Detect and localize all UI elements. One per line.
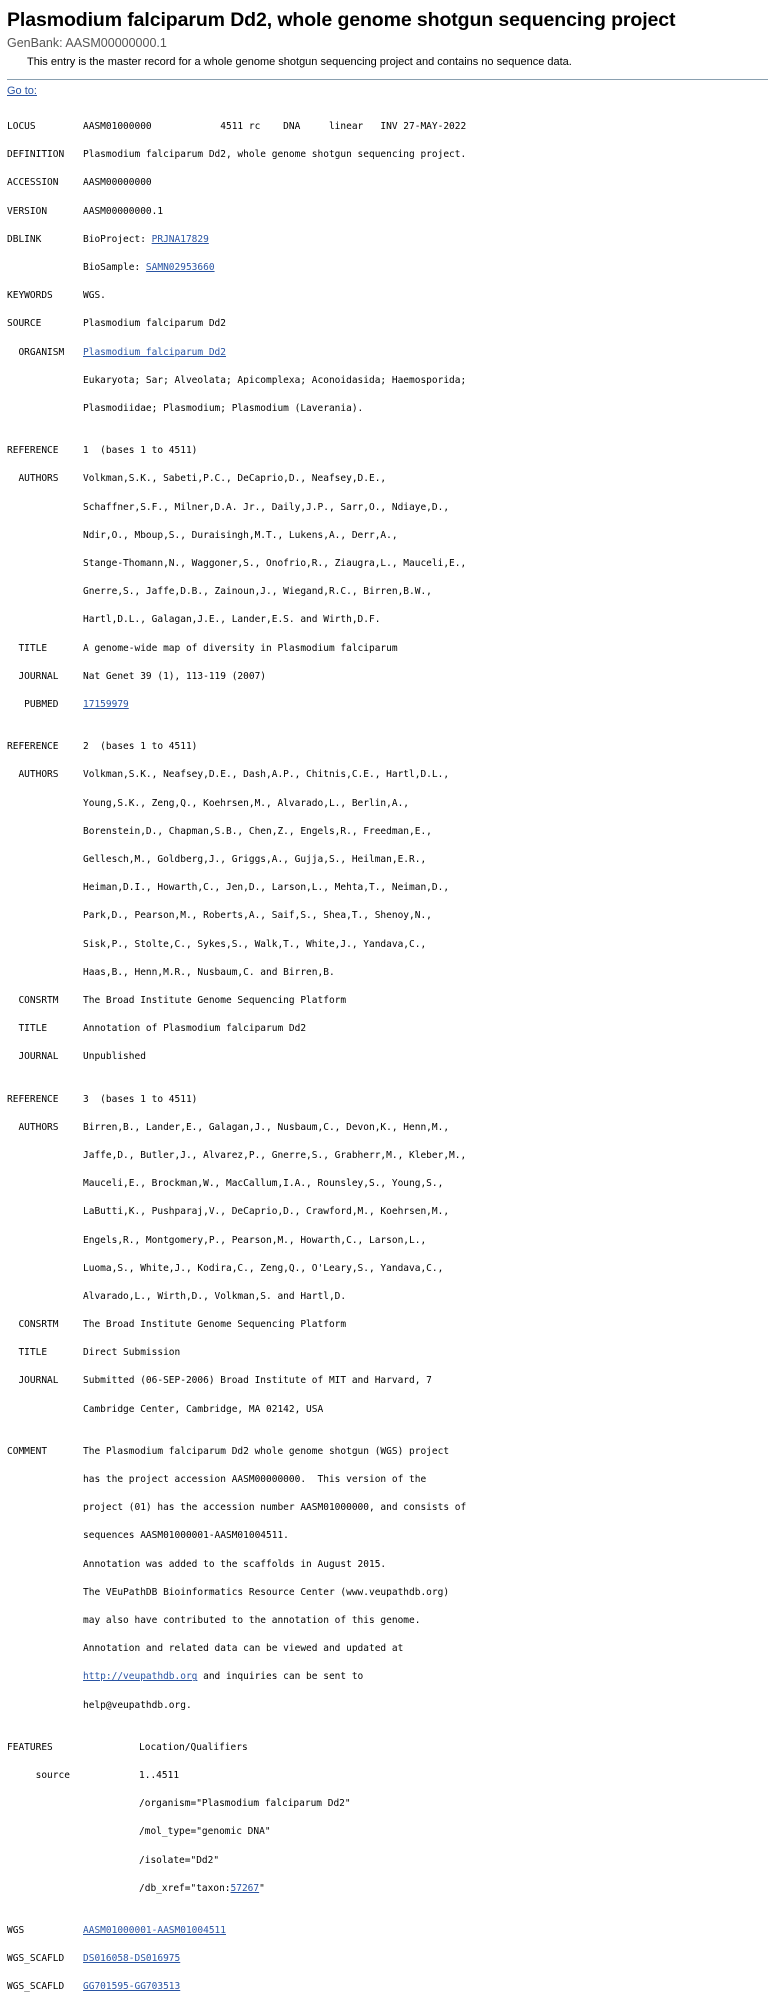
journal-row [7, 1050, 768, 1064]
biosample-link[interactable]: SAMN02953660 [145, 262, 215, 274]
field-key: CONSRTM [7, 994, 59, 1006]
consrtm-row [7, 994, 768, 1008]
field-key: ORGANISM [7, 346, 65, 358]
journal-value: Submitted (06-SEP-2006) Broad Institute of MIT and Harvard, 7 [83, 1375, 432, 1387]
version-row [7, 205, 768, 219]
authors-row [7, 797, 768, 811]
title-value: Direct Submission [83, 1347, 181, 1359]
feature-location: 1..4511 [139, 1770, 180, 1782]
features-header: Location/Qualifiers [139, 1741, 248, 1753]
authors-row [7, 585, 768, 599]
version-value: AASM00000000.1 [83, 205, 164, 217]
authors-line: Young,S.K., Zeng,Q., Koehrsen,M., Alvarado,L., Berlin,A., [83, 797, 410, 809]
comment-row [7, 1558, 768, 1572]
field-key: KEYWORDS [7, 290, 53, 302]
page-title: Plasmodium falciparum Dd2, whole genome shotgun sequencing project [7, 9, 676, 31]
comment-line: Annotation was added to the scaffolds in August 2015. [83, 1558, 387, 1570]
comment-line: help@veupathdb.org. [83, 1699, 192, 1711]
authors-line: Stange-Thomann,N., Waggoner,S., Onofrio,R., Ziaugra,L., Mauceli,E., [83, 558, 467, 569]
lineage-text: Plasmodiidae; Plasmodium; Plasmodium (Laverania). [83, 402, 364, 414]
authors-row [7, 613, 768, 627]
qualifier: " [259, 1882, 265, 1894]
authors-row [7, 1149, 768, 1163]
accession-value: AASM00000000 [83, 177, 152, 189]
taxon-link[interactable]: 57267 [230, 1882, 260, 1894]
authors-row [7, 472, 768, 486]
goto-link[interactable]: Go to: [7, 85, 37, 97]
title-row [7, 642, 768, 656]
authors-row [7, 1205, 768, 1219]
authors-line: Volkman,S.K., Neafsey,D.E., Dash,A.P., Chitnis,C.E., Hartl,D.L., [83, 769, 450, 781]
goto-bar [7, 84, 768, 98]
qualifier: /organism="Plasmodium falciparum Dd2" [139, 1798, 351, 1810]
field-key: CONSRTM [7, 1319, 59, 1331]
field-key: PUBMED [7, 698, 59, 710]
pubmed-row [7, 698, 768, 712]
authors-row [7, 1262, 768, 1276]
consrtm-value: The Broad Institute Genome Sequencing Platform [83, 1319, 347, 1331]
lineage-row [7, 402, 768, 416]
reference-row [7, 444, 768, 458]
pubmed-link[interactable]: 17159979 [83, 698, 129, 710]
source-value: Plasmodium falciparum Dd2 [83, 318, 226, 330]
reference-row [7, 1093, 768, 1107]
comment-row [7, 1642, 768, 1656]
comment-row [7, 1586, 768, 1600]
comment-row [7, 1614, 768, 1628]
bioproject-link[interactable]: PRJNA17829 [151, 233, 209, 245]
authors-row [7, 529, 768, 543]
comment-line: project (01) has the accession number AASM01000000, and consists of [83, 1502, 467, 1514]
field-key: TITLE [7, 1023, 48, 1035]
field-key: COMMENT [7, 1445, 48, 1457]
field-key: DEFINITION [7, 149, 65, 161]
field-key: WGS [7, 1925, 25, 1937]
qualifier-row [7, 1825, 768, 1839]
authors-line: Birren,B., Lander,E., Galagan,J., Nusbaum,C., Devon,K., Henn,M., [83, 1121, 450, 1133]
wgs-scafld-row [7, 1952, 768, 1966]
title-row [7, 1346, 768, 1360]
field-key: WGS_SCAFLD [7, 1953, 65, 1965]
journal-row [7, 1374, 768, 1388]
journal-row [7, 670, 768, 684]
reference-head: 1 (bases 1 to 4511) [83, 445, 198, 457]
authors-row [7, 881, 768, 895]
field-key: VERSION [7, 205, 48, 217]
qualifier-row [7, 1882, 768, 1896]
veupathdb-link[interactable]: http://veupathdb.org [83, 1671, 198, 1683]
features-row [7, 1741, 768, 1755]
authors-line: Borenstein,D., Chapman,S.B., Chen,Z., Engels,R., Freedman,E., [83, 825, 432, 837]
keywords-value: WGS. [83, 290, 106, 302]
authors-line: Heiman,D.I., Howarth,C., Jen,D., Larson,L., Mehta,T., Neiman,D., [83, 882, 450, 894]
dblink-row [7, 233, 768, 247]
field-key: DBLINK [7, 233, 42, 245]
organism-row [7, 346, 768, 360]
genbank-flatfile [7, 106, 768, 2009]
comment-line: has the project accession AASM00000000. This version of the [83, 1474, 427, 1486]
authors-line: Haas,B., Henn,M.R., Nusbaum,C. and Birren,B. [83, 966, 335, 978]
locus-row [7, 120, 768, 134]
definition-row [7, 148, 768, 162]
comment-line: sequences AASM01000001-AASM01004511. [83, 1530, 289, 1542]
authors-row [7, 966, 768, 980]
wgs-scafld-link[interactable]: DS016058-DS016975 [83, 1953, 181, 1965]
consrtm-value: The Broad Institute Genome Sequencing Platform [83, 994, 347, 1006]
authors-line: Jaffe,D., Butler,J., Alvarez,P., Gnerre,S., Grabherr,M., Kleber,M., [83, 1149, 467, 1161]
authors-line: Mauceli,E., Brockman,W., MacCallum,I.A., Rounsley,S., Young,S., [83, 1178, 444, 1190]
field-key: LOCUS [7, 121, 36, 133]
journal-value: Cambridge Center, Cambridge, MA 02142, USA [83, 1403, 324, 1415]
qualifier-row [7, 1854, 768, 1868]
header-divider [7, 79, 768, 80]
authors-row [7, 768, 768, 782]
keywords-row [7, 289, 768, 303]
field-key: SOURCE [7, 318, 42, 330]
comment-line: The VEuPathDB Bioinformatics Resource Center (www.veupathdb.org) [83, 1586, 450, 1598]
field-key: REFERENCE [7, 741, 59, 753]
master-record-note: This entry is the master record for a whole genome shotgun sequencing project and contains no sequence data. [27, 56, 572, 68]
reference-head: 3 (bases 1 to 4511) [83, 1093, 198, 1105]
record-header [0, 0, 768, 69]
reference-head: 2 (bases 1 to 4511) [83, 741, 198, 753]
field-key: WGS_SCAFLD [7, 1981, 65, 1993]
authors-row [7, 1177, 768, 1191]
title-value: Annotation of Plasmodium falciparum Dd2 [83, 1023, 307, 1035]
comment-row [7, 1473, 768, 1487]
comment-row [7, 1699, 768, 1713]
wgs-row [7, 1924, 768, 1938]
dblink-row-2 [7, 261, 768, 275]
field-key: JOURNAL [7, 670, 59, 682]
source-row [7, 317, 768, 331]
authors-line: LaButti,K., Pushparaj,V., DeCaprio,D., Crawford,M., Koehrsen,M., [83, 1206, 450, 1218]
field-key: FEATURES [7, 1741, 53, 1753]
authors-row [7, 938, 768, 952]
comment-line: The Plasmodium falciparum Dd2 whole genome shotgun (WGS) project [83, 1445, 450, 1457]
qualifier: /isolate="Dd2" [139, 1854, 220, 1866]
bioproject-label: BioProject: [83, 233, 152, 245]
field-key: AUTHORS [7, 1121, 59, 1133]
comment-line: Annotation and related data can be viewed and updated at [83, 1643, 404, 1655]
authors-row [7, 1290, 768, 1304]
lineage-row [7, 374, 768, 388]
wgs-link[interactable]: AASM01000001-AASM01004511 [83, 1925, 226, 1937]
reference-row [7, 740, 768, 754]
consrtm-row [7, 1318, 768, 1332]
authors-row [7, 853, 768, 867]
comment-row [7, 1445, 768, 1459]
organism-link[interactable]: Plasmodium falciparum Dd2 [83, 346, 226, 358]
biosample-label: BioSample: [83, 262, 146, 274]
wgs-scafld-link[interactable]: GG701595-GG703513 [83, 1981, 181, 1993]
accession-row [7, 176, 768, 190]
field-key: TITLE [7, 1347, 48, 1359]
title-row [7, 1022, 768, 1036]
comment-line: and inquiries can be sent to [197, 1671, 364, 1683]
authors-row [7, 1234, 768, 1248]
authors-line: Volkman,S.K., Sabeti,P.C., DeCaprio,D., Neafsey,D.E., [83, 473, 387, 485]
qualifier: /mol_type="genomic DNA" [139, 1826, 271, 1838]
genbank-accession: GenBank: AASM00000000.1 [7, 36, 167, 50]
authors-line: Alvarado,L., Wirth,D., Volkman,S. and Hartl,D. [83, 1290, 347, 1302]
comment-row [7, 1529, 768, 1543]
qualifier-row [7, 1797, 768, 1811]
comment-row [7, 1501, 768, 1515]
field-key: REFERENCE [7, 1093, 59, 1105]
authors-row [7, 1121, 768, 1135]
journal-row [7, 1403, 768, 1417]
field-key: REFERENCE [7, 445, 59, 457]
wgs-scafld-row [7, 1980, 768, 1994]
field-key: AUTHORS [7, 473, 59, 485]
journal-value: Unpublished [83, 1051, 146, 1063]
authors-line: Luoma,S., White,J., Kodira,C., Zeng,Q., O'Leary,S., Yandava,C., [83, 1262, 444, 1274]
qualifier: /db_xref="taxon: [139, 1882, 231, 1894]
lineage-text: Eukaryota; Sar; Alveolata; Apicomplexa; Aconoidasida; Haemosporida; [83, 374, 467, 386]
authors-row [7, 909, 768, 923]
authors-line: Hartl,D.L., Galagan,J.E., Lander,E.S. and Wirth,D.F. [83, 614, 381, 626]
comment-row [7, 1670, 768, 1684]
comment-line: may also have contributed to the annotation of this genome. [83, 1615, 421, 1627]
authors-row [7, 825, 768, 839]
authors-line: Ndir,O., Mboup,S., Duraisingh,M.T., Lukens,A., Derr,A., [83, 529, 398, 541]
authors-line: Park,D., Pearson,M., Roberts,A., Saif,S., Shea,T., Shenoy,N., [83, 910, 432, 922]
locus-value: AASM01000000 4511 rc DNA linear INV 27-MAY-2022 [83, 121, 467, 133]
definition-value: Plasmodium falciparum Dd2, whole genome shotgun sequencing project. [83, 149, 467, 161]
title-value: A genome-wide map of diversity in Plasmodium falciparum [83, 642, 398, 654]
journal-value: Nat Genet 39 (1), 113-119 (2007) [83, 670, 267, 682]
source-feature-row [7, 1769, 768, 1783]
authors-line: Gnerre,S., Jaffe,D.B., Zainoun,J., Wiegand,R.C., Birren,B.W., [83, 586, 432, 598]
authors-row [7, 501, 768, 515]
field-key: ACCESSION [7, 177, 59, 189]
field-key: AUTHORS [7, 769, 59, 781]
authors-line: Engels,R., Montgomery,P., Pearson,M., Howarth,C., Larson,L., [83, 1234, 427, 1246]
authors-line: Gellesch,M., Goldberg,J., Griggs,A., Gujja,S., Heilman,E.R., [83, 853, 427, 865]
feature-key: source [7, 1770, 70, 1782]
authors-line: Sisk,P., Stolte,C., Sykes,S., Walk,T., White,J., Yandava,C., [83, 938, 427, 950]
authors-row [7, 557, 768, 571]
field-key: TITLE [7, 642, 48, 654]
authors-line: Schaffner,S.F., Milner,D.A. Jr., Daily,J.P., Sarr,O., Ndiaye,D., [83, 501, 450, 513]
field-key: JOURNAL [7, 1051, 59, 1063]
field-key: JOURNAL [7, 1375, 59, 1387]
